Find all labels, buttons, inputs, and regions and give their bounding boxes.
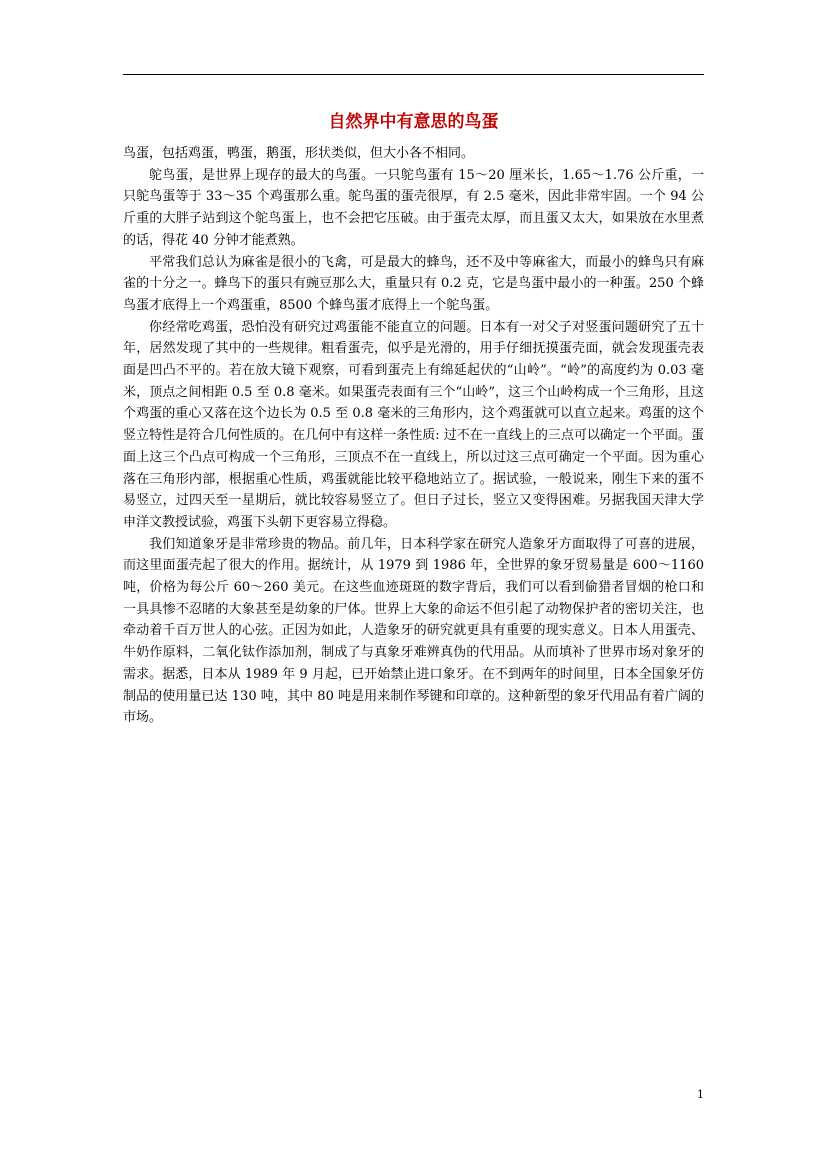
paragraph-artificial-ivory: 我们知道象牙是非常珍贵的物品。前几年，日本科学家在研究人造象牙方面取得了可喜的进展，而这里面蛋壳起了很大的作用。据统计，从 1979 到 1986 年，全世界的象牙贸易量是 600～1160 吨，价格为每公斤 60～260 美元。在这些血迹斑斑的数字背后，我们可以看到偷猎者冒烟的枪口和一具具惨不忍睹的大象甚至是幼象的尸体。世界上大象的命运不但引起了动物保护者的密切关注，也牵动着千百万世人的心弦。正因为如此，人造象牙的研究就更具有重要的现实意义。日本人用蛋壳、牛奶作原料，二氧化钛作添加剂，制成了与真象牙难辨真伪的代用品。从而填补了世界市场对象牙的需求。据悉，日本从 1989 年 9 月起，已开始禁止进口象牙。在不到两年的时间里，日本全国象牙仿制品的使用量已达 130 吨，其中 80 吨是用来制作琴键和印章的。这种新型的象牙代用品有着广阔的市场。 <box>123 536 704 726</box>
page-title: 自然界中有意思的鸟蛋 <box>328 112 499 132</box>
article-body <box>123 143 704 729</box>
paragraph-hummingbird-egg: 平常我们总认为麻雀是很小的飞禽，可是最大的蜂鸟，还不及中等麻雀大，而最小的蜂鸟只有麻雀的十分之一。蜂鸟下的蛋只有豌豆那么大，重量只有 0.2 克，它是鸟蛋中最小的一种蛋。250 个蜂鸟蛋才底得上一个鸡蛋重，8500 个蜂鸟蛋才底得上一个鸵鸟蛋。 <box>123 254 704 313</box>
paragraph-intro: 鸟蛋，包括鸡蛋，鸭蛋，鹅蛋，形状类似，但大小各不相同。 <box>123 146 475 161</box>
header-rule <box>123 74 704 75</box>
page-number: 1 <box>697 1088 704 1101</box>
paragraph-ostrich-egg: 鸵鸟蛋，是世界上现存的最大的鸟蛋。一只鸵鸟蛋有 15～20 厘米长，1.65～1.76 公斤重，一只鸵鸟蛋等于 33～35 个鸡蛋那么重。鸵鸟蛋的蛋壳很厚，有 2.5 毫米，因此非常牢固。一个 94 公斤重的大胖子站到这个鸵鸟蛋上，也不会把它压破。由于蛋壳太厚，而且蛋又太大，如果放在水里煮的话，得花 40 分钟才能煮熟。 <box>123 167 704 248</box>
paragraph-standing-egg: 你经常吃鸡蛋，恐怕没有研究过鸡蛋能不能直立的问题。日本有一对父子对竖蛋问题研究了五十年，居然发现了其中的一些规律。粗看蛋壳，似乎是光滑的，用手仔细抚摸蛋壳面，就会发现蛋壳表面是凹凸不平的。若在放大镜下观察，可看到蛋壳上有绵延起伏的“山岭”。“岭”的高度约为 0.03 毫米，顶点之间相距 0.5 至 0.8 毫米。如果蛋壳表面有三个“山岭”，这三个山岭构成一个三角形，且这个鸡蛋的重心又落在这个边长为 0.5 至 0.8 毫米的三角形内，这个鸡蛋就可以直立起来。鸡蛋的这个竖立特性是符合几何性质的。在几何中有这样一条性质: 过不在一直线上的三点可以确定一个平面。蛋面上这三个凸点可构成一个三角形，三顶点不在一直线上，所以过这三点可确定一个平面。因为重心落在三角形内部，根据重心性质，鸡蛋就能比较平稳地站立了。据试验，一般说来，刚生下来的蛋不易竖立，过四天至一星期后，就比较容易竖立了。但日子过长，竖立又变得困难。另据我国天津大学申洋文教授试验，鸡蛋下头朝下更容易立得稳。 <box>123 319 704 530</box>
